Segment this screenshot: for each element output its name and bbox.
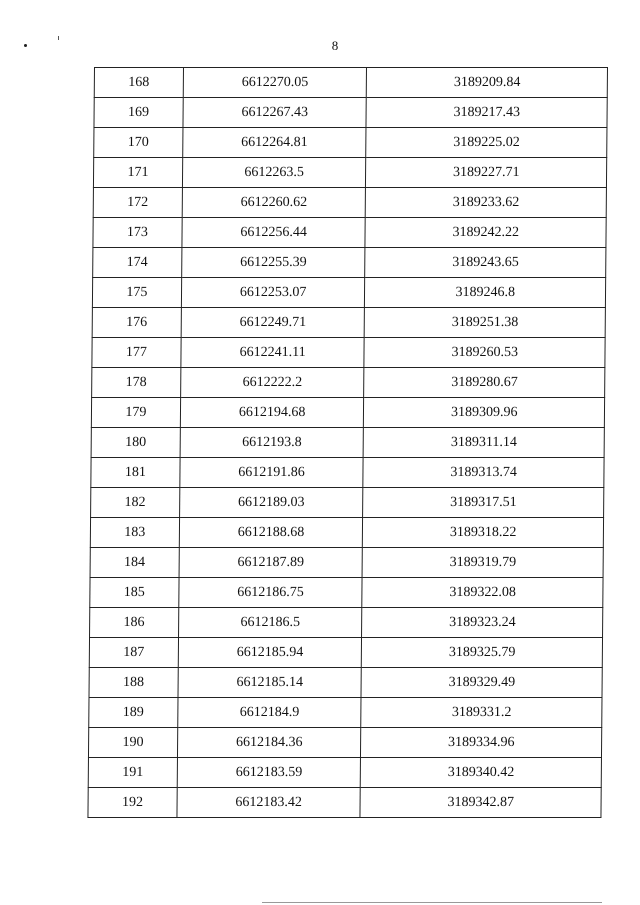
y-coordinate-cell: 3189233.62 (366, 188, 607, 218)
x-coordinate-cell: 6612184.9 (178, 698, 362, 728)
x-coordinate-cell: 6612188.68 (179, 518, 363, 548)
table-row (89, 668, 602, 698)
y-coordinate-cell: 3189209.84 (367, 68, 608, 98)
x-coordinate-cell: 6612264.81 (183, 128, 367, 158)
point-number-cell: 170 (94, 128, 183, 158)
y-coordinate-cell: 3189242.22 (365, 218, 606, 248)
y-coordinate-cell: 3189309.96 (364, 398, 605, 428)
point-number-cell: 188 (89, 668, 178, 698)
y-coordinate-cell: 3189329.49 (361, 668, 602, 698)
point-number-cell: 180 (91, 428, 180, 458)
y-coordinate-cell: 3189334.96 (361, 728, 602, 758)
point-number-cell: 175 (92, 278, 181, 308)
point-number-cell: 192 (88, 788, 177, 818)
point-number-cell: 190 (88, 728, 177, 758)
x-coordinate-cell: 6612267.43 (183, 98, 367, 128)
table-row (92, 278, 605, 308)
point-number-cell: 176 (92, 308, 181, 338)
x-coordinate-cell: 6612191.86 (180, 458, 364, 488)
y-coordinate-cell: 3189260.53 (364, 338, 605, 368)
table-row (89, 638, 602, 668)
table-row (90, 518, 603, 548)
table-row (92, 368, 605, 398)
table-row (88, 758, 601, 788)
y-coordinate-cell: 3189325.79 (362, 638, 603, 668)
point-number-cell: 184 (90, 548, 179, 578)
point-number-cell: 172 (93, 188, 182, 218)
point-number-cell: 179 (91, 398, 180, 428)
point-number-cell: 181 (91, 458, 180, 488)
table-row (94, 98, 607, 128)
x-coordinate-cell: 6612185.94 (178, 638, 362, 668)
x-coordinate-cell: 6612185.14 (178, 668, 362, 698)
x-coordinate-cell: 6612184.36 (177, 728, 361, 758)
x-coordinate-cell: 6612189.03 (179, 488, 363, 518)
table-row (91, 398, 604, 428)
y-coordinate-cell: 3189323.24 (362, 608, 603, 638)
y-coordinate-cell: 3189225.02 (366, 128, 607, 158)
page-number: 8 (331, 38, 339, 53)
table-row (93, 248, 606, 278)
y-coordinate-cell: 3189280.67 (364, 368, 605, 398)
y-coordinate-cell: 3189322.08 (362, 578, 603, 608)
point-number-cell: 174 (93, 248, 182, 278)
y-coordinate-cell: 3189340.42 (361, 758, 602, 788)
x-coordinate-cell: 6612260.62 (182, 188, 366, 218)
x-coordinate-cell: 6612270.05 (183, 68, 367, 98)
table-row (94, 68, 607, 98)
point-number-cell: 191 (88, 758, 177, 788)
y-coordinate-cell: 3189227.71 (366, 158, 607, 188)
table-row (93, 158, 606, 188)
x-coordinate-cell: 6612222.2 (180, 368, 364, 398)
bottom-scan-line (262, 902, 602, 903)
y-coordinate-cell: 3189317.51 (363, 488, 604, 518)
table-row (91, 428, 604, 458)
y-coordinate-cell: 3189313.74 (363, 458, 604, 488)
y-coordinate-cell: 3189331.2 (361, 698, 602, 728)
x-coordinate-cell: 6612183.42 (177, 788, 361, 818)
point-number-cell: 189 (89, 698, 178, 728)
table-row (91, 488, 604, 518)
point-number-cell: 169 (94, 98, 183, 128)
point-number-cell: 168 (94, 68, 183, 98)
point-number-cell: 187 (89, 638, 178, 668)
x-coordinate-cell: 6612186.5 (178, 608, 362, 638)
x-coordinate-cell: 6612255.39 (181, 248, 365, 278)
x-coordinate-cell: 6612263.5 (182, 158, 366, 188)
x-coordinate-cell: 6612193.8 (180, 428, 364, 458)
coordinates-table-body (88, 68, 608, 818)
y-coordinate-cell: 3189319.79 (363, 548, 604, 578)
table-row (90, 608, 603, 638)
table-row (94, 128, 607, 158)
table-row (90, 548, 603, 578)
table-row (91, 458, 604, 488)
x-coordinate-cell: 6612256.44 (182, 218, 366, 248)
point-number-cell: 182 (91, 488, 180, 518)
x-coordinate-cell: 6612187.89 (179, 548, 363, 578)
table-row (88, 728, 601, 758)
table-row (93, 218, 606, 248)
x-coordinate-cell: 6612194.68 (180, 398, 364, 428)
table-row (93, 188, 606, 218)
y-coordinate-cell: 3189217.43 (366, 98, 607, 128)
point-number-cell: 183 (90, 518, 179, 548)
x-coordinate-cell: 6612253.07 (181, 278, 365, 308)
point-number-cell: 186 (90, 608, 179, 638)
y-coordinate-cell: 3189243.65 (365, 248, 606, 278)
table-row (92, 308, 605, 338)
y-coordinate-cell: 3189246.8 (365, 278, 606, 308)
point-number-cell: 185 (90, 578, 179, 608)
point-number-cell: 178 (92, 368, 181, 398)
table-row (88, 788, 601, 818)
y-coordinate-cell: 3189311.14 (364, 428, 605, 458)
x-coordinate-cell: 6612241.11 (181, 338, 365, 368)
point-number-cell: 171 (93, 158, 182, 188)
x-coordinate-cell: 6612249.71 (181, 308, 365, 338)
y-coordinate-cell: 3189318.22 (363, 518, 604, 548)
x-coordinate-cell: 6612186.75 (179, 578, 363, 608)
table-row (92, 338, 605, 368)
table-row (89, 698, 602, 728)
point-number-cell: 177 (92, 338, 181, 368)
point-number-cell: 173 (93, 218, 182, 248)
table-row (90, 578, 603, 608)
y-coordinate-cell: 3189342.87 (360, 788, 601, 818)
coordinates-table (87, 67, 608, 818)
y-coordinate-cell: 3189251.38 (365, 308, 606, 338)
x-coordinate-cell: 6612183.59 (177, 758, 361, 788)
